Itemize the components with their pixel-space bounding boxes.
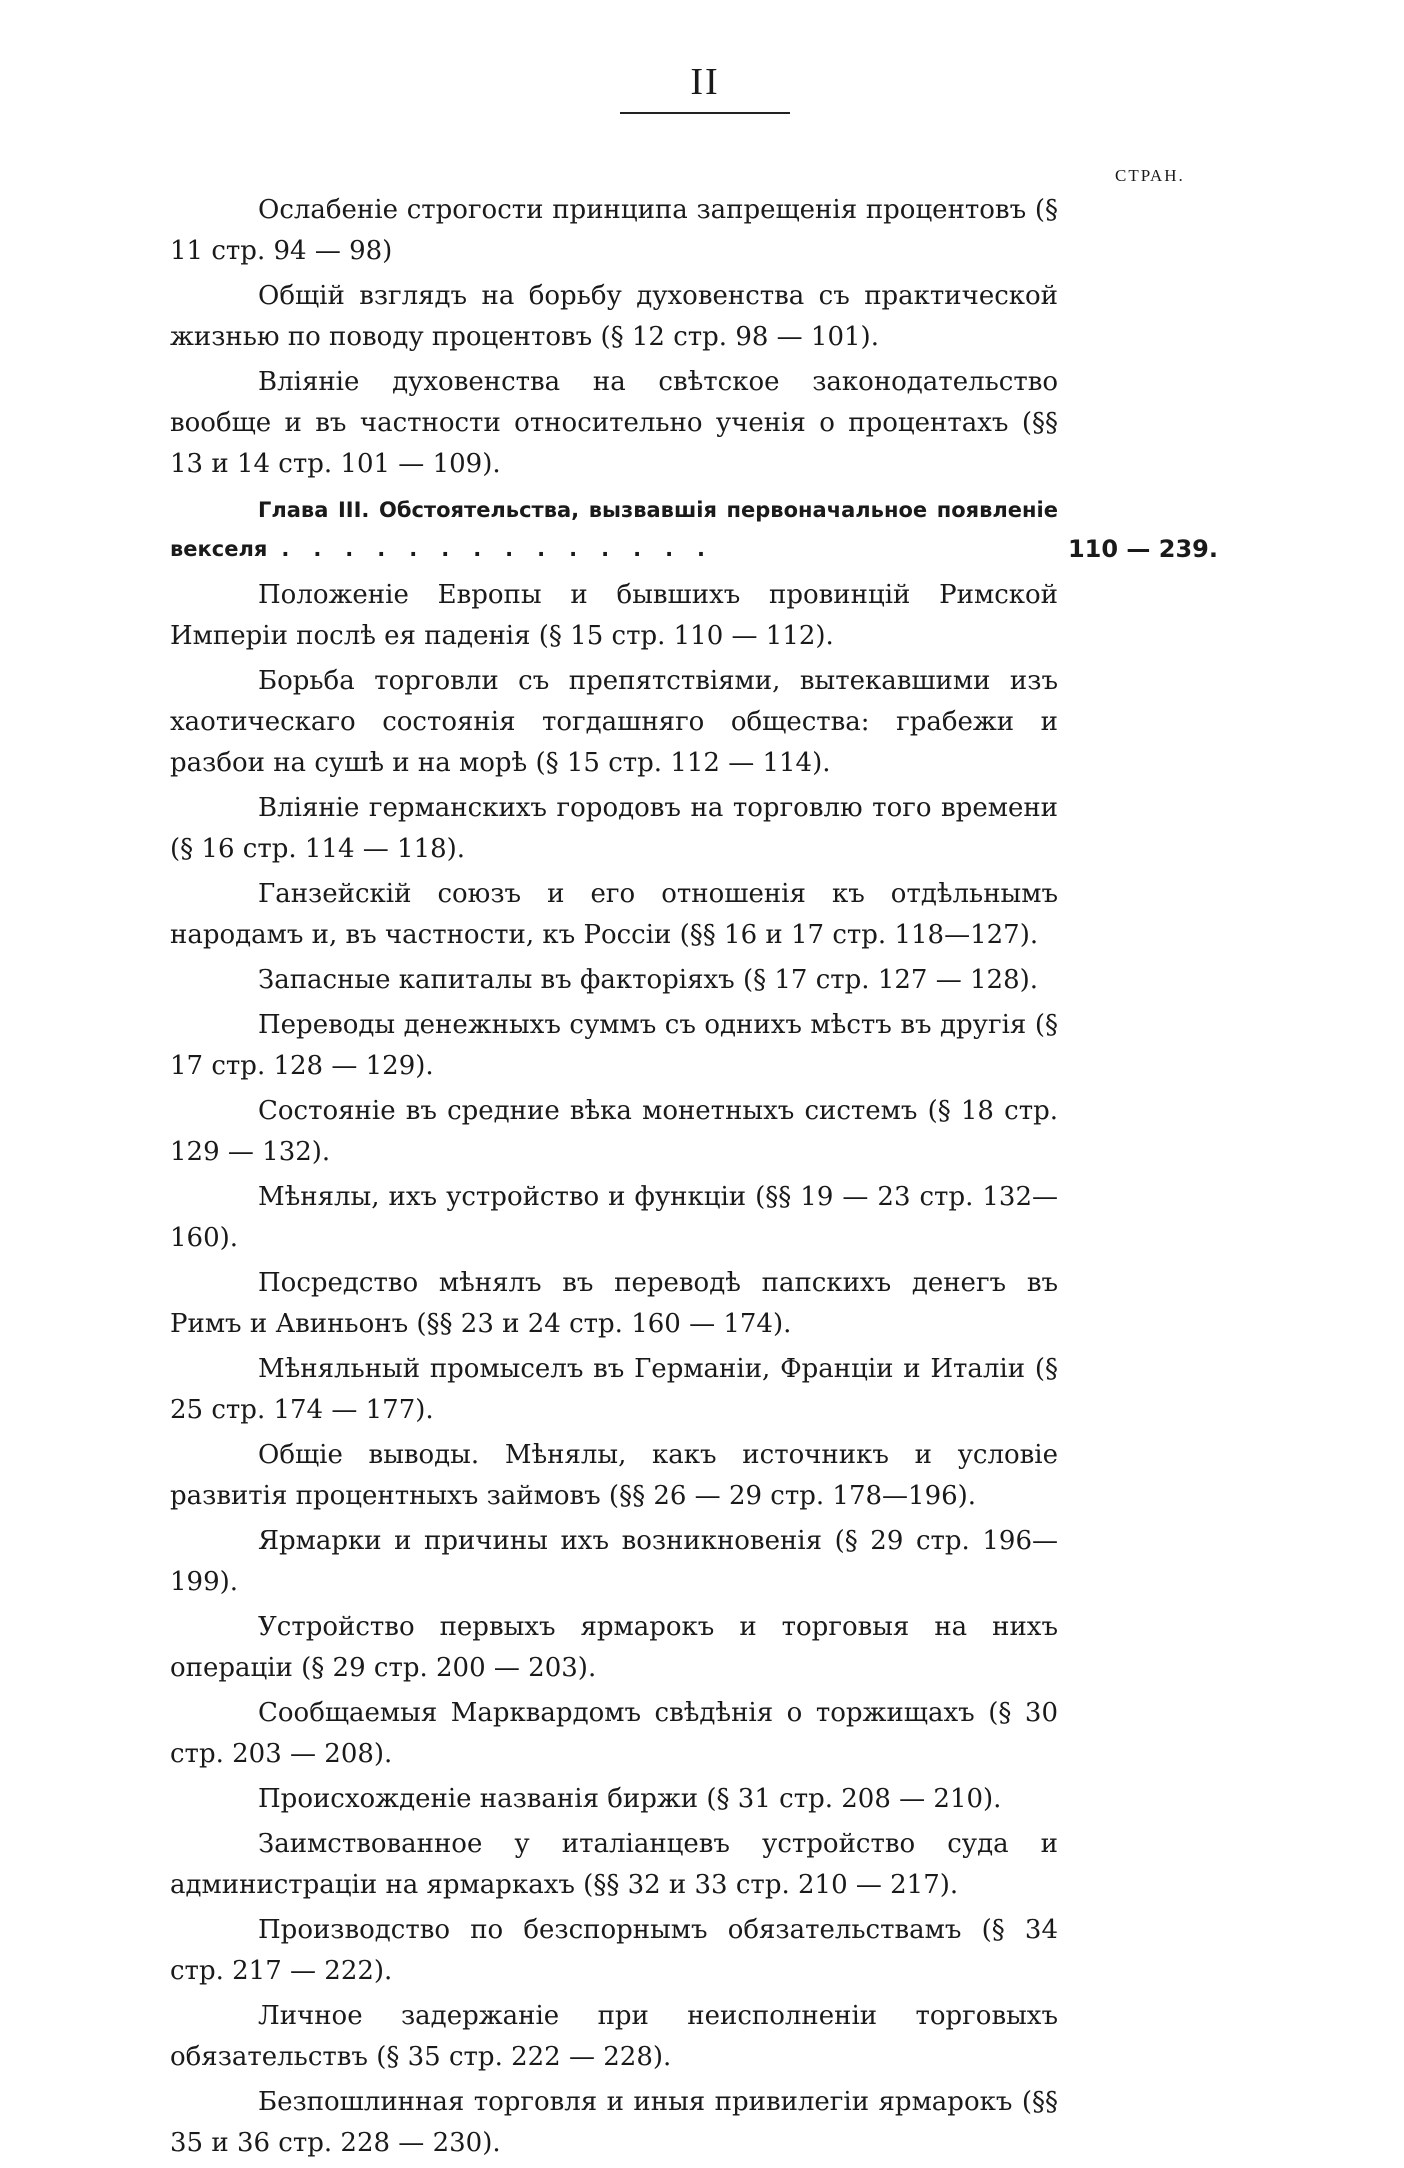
- toc-entry: Общiе выводы. Мѣнялы, какъ источникъ и условiе развитiя процентныхъ займовъ (§§ 26 — 29 стр. 178—196).: [170, 1440, 1058, 1511]
- toc-entry: Влiянiе духовенства на свѣтское законодательство вообще и въ частности относительно ученiя о процентахъ (§§ 13 и 14 стр. 101 — 109).: [170, 367, 1058, 479]
- toc-entry: Борьба торговли съ препятствiями, вытекавшими изъ хаотическаго состоянiя тогдашняго общества: грабежи и разбои на сушѣ и на морѣ (§ 15 стр. 112 — 114).: [170, 666, 1058, 778]
- dot-leader: ..............: [281, 537, 730, 561]
- toc-entry: Положенiе Европы и бывшихъ провинцiй Римской Имперiи послѣ ея паденiя (§ 15 стр. 110 — 112).: [170, 580, 1058, 651]
- page-number: II: [690, 61, 720, 103]
- toc-entry: Переводы денежныхъ суммъ съ однихъ мѣстъ въ другiя (§ 17 стр. 128 — 129).: [170, 1010, 1058, 1081]
- toc-entry: Ослабенiе строгости принципа запрещенiя процентовъ (§ 11 стр. 94 — 98): [170, 195, 1058, 266]
- toc-entry: Мѣнялы, ихъ устройство и функцiи (§§ 19 — 23 стр. 132—160).: [170, 1182, 1058, 1253]
- toc-entry: Влiянiе германскихъ городовъ на торговлю того времени (§ 16 стр. 114 — 118).: [170, 793, 1058, 864]
- toc-entry: Происхожденiе названiя биржи (§ 31 стр. 208 — 210).: [258, 1784, 1002, 1814]
- toc-entry: Производство по безспорнымъ обязательствамъ (§ 34 стр. 217 — 222).: [170, 1915, 1058, 1986]
- toc-entry: Заимствованное у италiанцевъ устройство суда и администрацiи на ярмаркахъ (§§ 32 и 33 стр. 210 — 217).: [170, 1829, 1058, 1900]
- toc-entry: Безпошлинная торговля и иныя привилегiи ярмарокъ (§§ 35 и 36 стр. 228 — 230).: [170, 2087, 1058, 2158]
- pages-column-header: СТРАН.: [1115, 166, 1185, 185]
- toc-entry: Устройство первыхъ ярмарокъ и торговыя на нихъ операцiи (§ 29 стр. 200 — 203).: [170, 1612, 1058, 1683]
- toc-entry: Состоянiе въ средние вѣка монетныхъ системъ (§ 18 стр. 129 — 132).: [170, 1096, 1058, 1167]
- toc-entry: Мѣняльный промыселъ въ Германiи, Францiи и Италiи (§ 25 стр. 174 — 177).: [170, 1354, 1058, 1425]
- table-of-contents: [170, 190, 1218, 2168]
- page-number-rule: [620, 112, 790, 114]
- toc-entry: Ярмарки и причины ихъ возникновенiя (§ 29 стр. 196—199).: [170, 1526, 1058, 1597]
- toc-entry: Запасные капиталы въ факторiяхъ (§ 17 стр. 127 — 128).: [258, 965, 1039, 995]
- toc-entry: Ганзейскiй союзъ и его отношенiя къ отдѣльнымъ народамъ и, въ частности, къ Россiи (§§ 16 и 17 стр. 118—127).: [170, 879, 1058, 950]
- toc-entry: Посредство мѣнялъ въ переводѣ папскихъ денегъ въ Римъ и Авиньонъ (§§ 23 и 24 стр. 160 — 174).: [170, 1268, 1058, 1339]
- toc-entry: Личное задержанiе при неисполненiи торговыхъ обязательствъ (§ 35 стр. 222 — 228).: [170, 2001, 1058, 2072]
- toc-entry: Сообщаемыя Марквардомъ свѣдѣнiя о торжищахъ (§ 30 стр. 203 — 208).: [170, 1698, 1058, 1769]
- chapter-title: Глава III. Обстоятельства, вызвавшiя первоначальное появленiе векселя: [170, 498, 1058, 561]
- toc-entry: Общiй взглядъ на борьбу духовенства съ практической жизнью по поводу процентовъ (§ 12 стр. 98 — 101).: [170, 281, 1058, 352]
- chapter-heading: [170, 491, 1218, 569]
- chapter-page-range: 110 — 239.: [1067, 535, 1218, 563]
